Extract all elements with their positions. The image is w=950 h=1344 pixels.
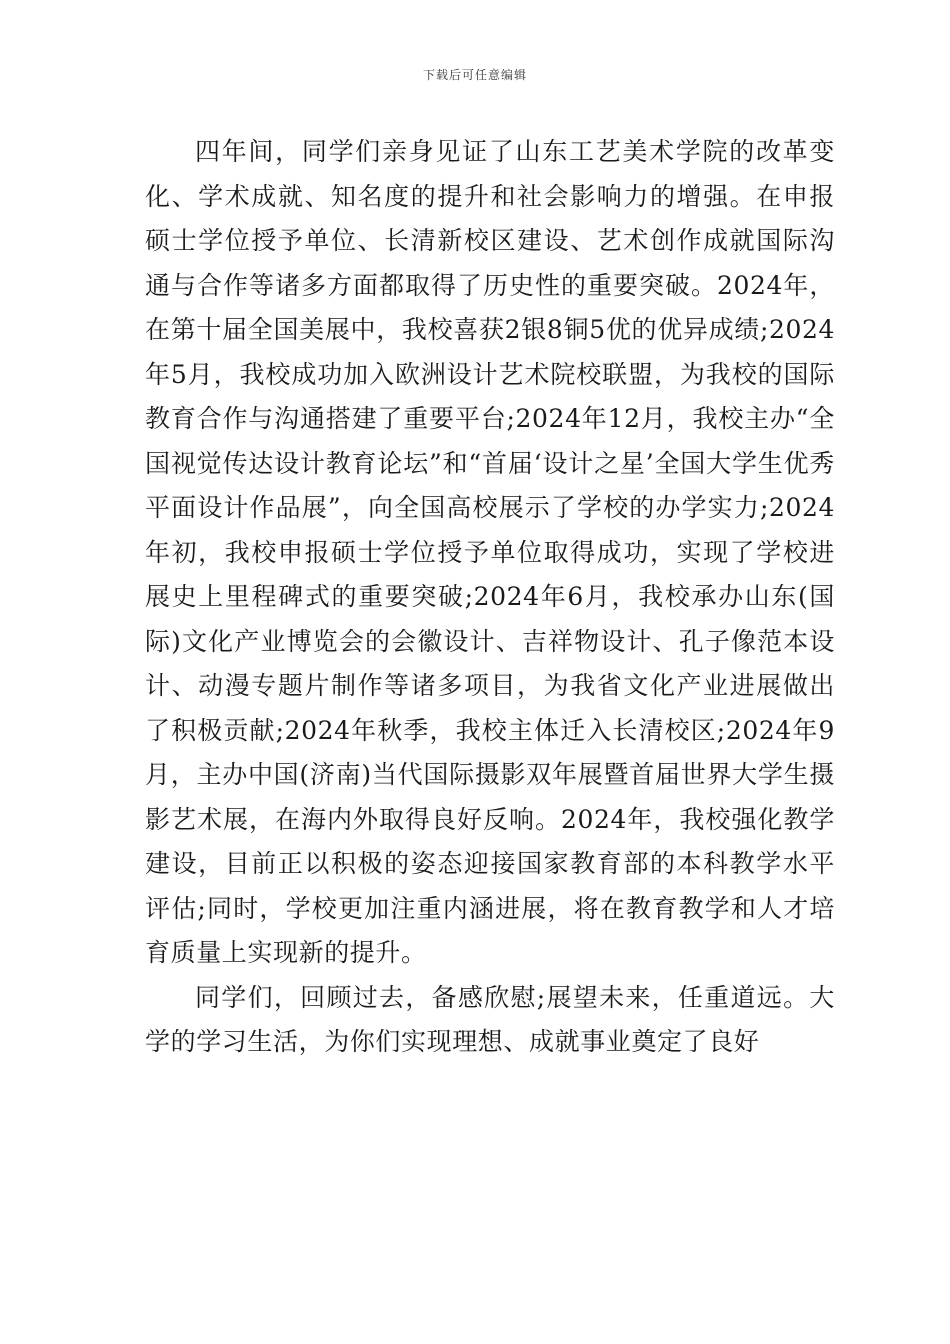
header-note: 下载后可任意编辑 [422,68,527,82]
paragraph-1: 四年间，同学们亲身见证了山东工艺美术学院的改革变化、学术成就、知名度的提升和社会影响力的增强。在申报硕士学位授予单位、长清新校区建设、艺术创作成就国际沟通与合作等诸多方面都取得了历史性的重要突破。2024年，在第十届全国美展中，我校喜获2银8铜5优的优异成绩;2024年5月，我校成功加入欧洲设计艺术院校联盟，为我校的国际教育合作与沟通搭建了重要平台;2024年12月，我校主办“全国视觉传达设计教育论坛”和“首届‘设计之星’全国大学生优秀平面设计作品展”，向全国高校展示了学校的办学实力;2024年初，我校申报硕士学位授予单位取得成功，实现了学校进展史上里程碑式的重要突破;2024年6月，我校承办山东(国际)文化产业博览会的会徽设计、吉祥物设计、孔子像范本设计、动漫专题片制作等诸多项目，为我省文化产业进展做出了积极贡献;2024年秋季，我校主体迁入长清校区;2024年9月，主办中国(济南)当代国际摄影双年展暨首届世界大学生摄影艺术展，在海内外取得良好反响。2024年，我校强化教学建设，目前正以积极的姿态迎接国家教育部的本科教学水平评估;同时，学校更加注重内涵进展，将在教育教学和人才培育质量上实现新的提升。 [145,137,835,967]
document-body [145,130,835,1065]
paragraph-2: 同学们，回顾过去，备感欣慰;展望未来，任重道远。大学的学习生活，为你们实现理想、成就事业奠定了良好 [145,982,835,1056]
